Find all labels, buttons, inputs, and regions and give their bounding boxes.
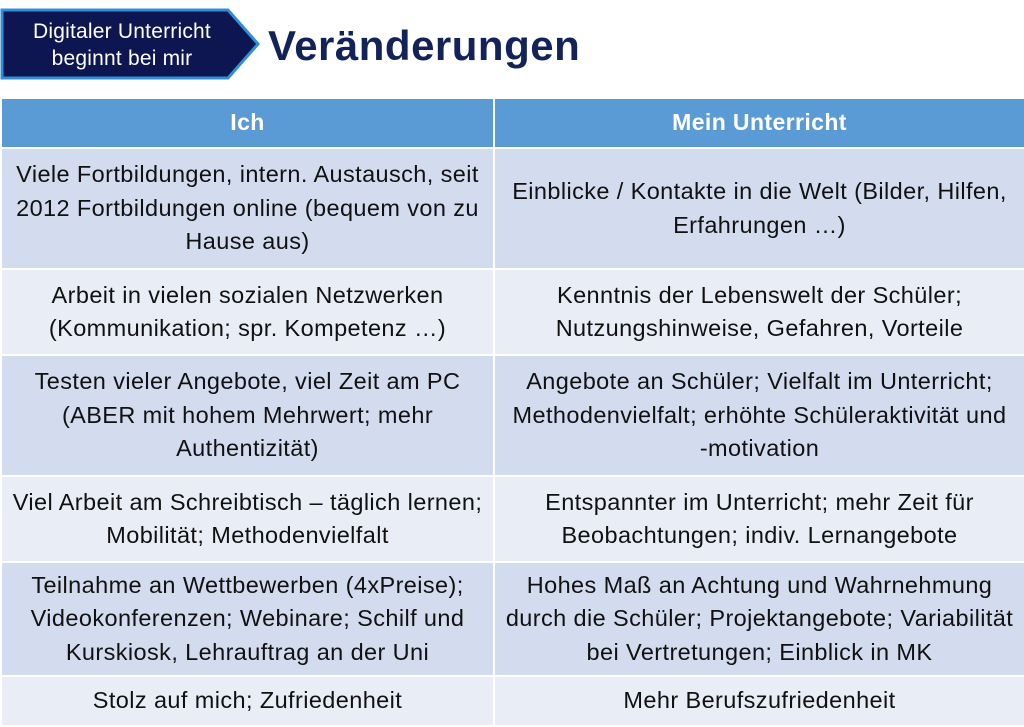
- title-badge: [0, 8, 262, 80]
- table-cell: Einblicke / Kontakte in die Welt (Bilder, Hilfen, Erfahrungen …): [494, 148, 1024, 269]
- header-mein-unterricht: Mein Unterricht: [494, 98, 1024, 148]
- table-cell: Hohes Maß an Achtung und Wahrnehmung durch die Schüler; Projektangebote; Variabilität bei Vertretungen; Einblick in MK: [494, 562, 1024, 676]
- table-cell: Mehr Berufszufriedenheit: [494, 676, 1024, 726]
- table-cell: Arbeit in vielen sozialen Netzwerken (Kommunikation; spr. Kompetenz …): [1, 269, 494, 355]
- badge-line-2: beginnt bei mir: [51, 47, 193, 70]
- header-ich: Ich: [1, 98, 494, 148]
- comparison-table: [0, 97, 1024, 727]
- table-cell: Entspannter im Unterricht; mehr Zeit für Beobachtungen; indiv. Lernangebote: [494, 476, 1024, 562]
- table-row: [1, 355, 1024, 476]
- table-cell: Teilnahme an Wettbewerben (4xPreise); Videokonferenzen; Webinare; Schilf und Kurskiosk, Lehrauftrag an der Uni: [1, 562, 494, 676]
- table-header-row: [1, 98, 1024, 148]
- table-cell: Angebote an Schüler; Vielfalt im Unterricht; Methodenvielfalt; erhöhte Schüleraktivität und -motivation: [494, 355, 1024, 476]
- table-row: [1, 676, 1024, 726]
- badge-text: [6, 14, 238, 76]
- table-row: [1, 148, 1024, 269]
- table-cell: Stolz auf mich; Zufriedenheit: [1, 676, 494, 726]
- table-cell: Viele Fortbildungen, intern. Austausch, seit 2012 Fortbildungen online (bequem von zu Hause aus): [1, 148, 494, 269]
- table-cell: Testen vieler Angebote, viel Zeit am PC (ABER mit hohem Mehrwert; mehr Authentizität): [1, 355, 494, 476]
- badge-line-1: Digitaler Unterricht: [33, 20, 211, 43]
- table-cell: Viel Arbeit am Schreibtisch – täglich lernen; Mobilität; Methodenvielfalt: [1, 476, 494, 562]
- table-cell: Kenntnis der Lebenswelt der Schüler; Nutzungshinweise, Gefahren, Vorteile: [494, 269, 1024, 355]
- table-row: [1, 269, 1024, 355]
- table-row: [1, 476, 1024, 562]
- page-title: Veränderungen: [268, 22, 581, 69]
- table-row: [1, 562, 1024, 676]
